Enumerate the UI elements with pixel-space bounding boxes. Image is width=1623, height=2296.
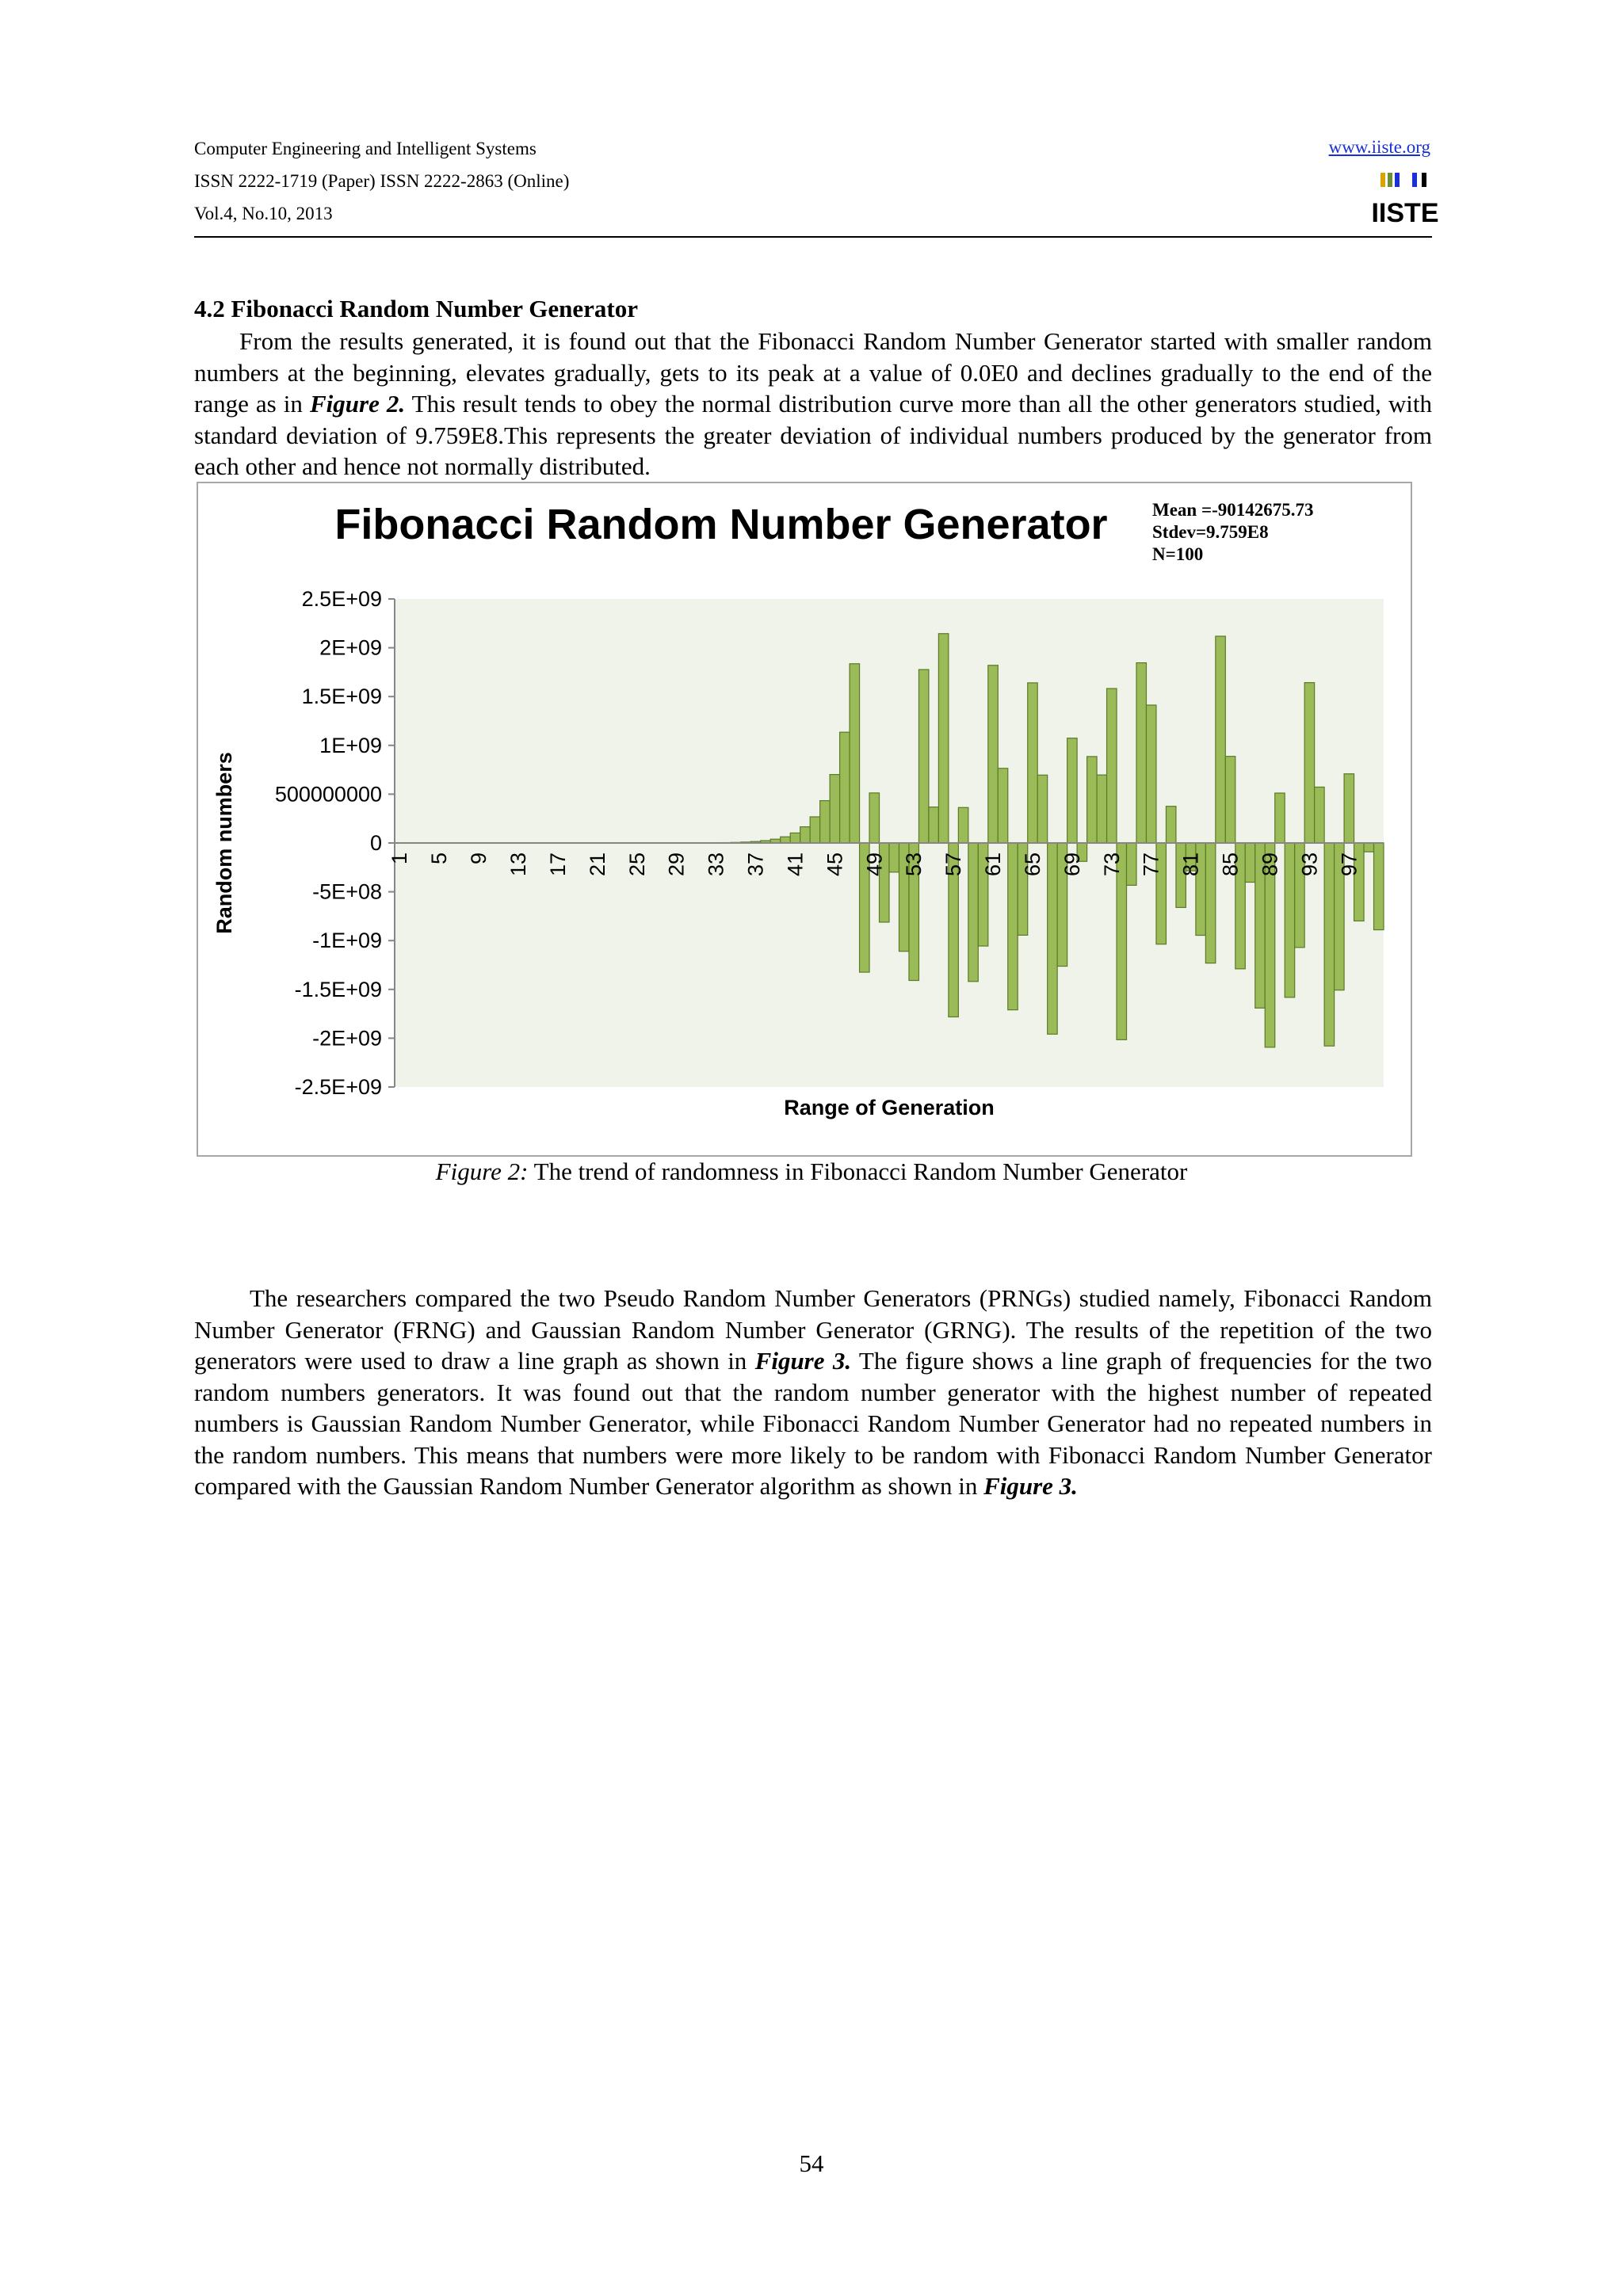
journal-website-link[interactable]: www.iiste.org — [1328, 137, 1430, 157]
bar — [1028, 683, 1037, 843]
paragraph-text-cont: This result tends to obey the normal distribution curve more than all the other generators studied, with standard deviation of 9.759E8.This represents the greater deviation of individual numbers produced by the generator from each other and hence not normally distributed. — [194, 390, 1433, 480]
x-tick-label: 97 — [1337, 852, 1361, 877]
x-tick-label: 73 — [1099, 852, 1124, 877]
bar — [1107, 688, 1117, 843]
x-tick-label: 9 — [467, 852, 491, 865]
bar — [820, 801, 830, 843]
x-tick-label: 37 — [743, 852, 768, 877]
bar — [1037, 775, 1047, 843]
chart-stat-n: N=100 — [1152, 544, 1204, 564]
bar — [1097, 775, 1106, 843]
bar — [1245, 843, 1254, 883]
bar — [889, 843, 899, 872]
bar — [1008, 843, 1018, 1010]
iiste-logo — [1371, 170, 1439, 228]
x-tick-label: 81 — [1178, 852, 1203, 877]
paragraph-text: From the results generated, it is found out that the Fibonacci Random Number Generator started with smaller random numbers at the beginning, elevates gradually, gets to its peak at a value of 0.0E0 and declines gradually to the end of the range as in — [194, 327, 1432, 418]
x-tick-label: 1 — [388, 852, 412, 865]
bar — [968, 843, 978, 982]
x-tick-label: 5 — [427, 852, 452, 865]
y-tick-label: -2E+09 — [312, 1026, 382, 1051]
x-tick-label: 65 — [1021, 852, 1044, 877]
x-tick-label: 57 — [941, 852, 966, 877]
caption-text: The trend of randomness in Fibonacci Random Number Generator — [528, 1158, 1188, 1185]
x-tick-label: 77 — [1139, 852, 1163, 877]
x-tick-label: 89 — [1258, 852, 1282, 877]
bar — [929, 807, 938, 843]
bar — [1324, 843, 1334, 1046]
bar — [781, 837, 790, 843]
y-tick-label: 0 — [369, 831, 382, 855]
chart-title: Fibonacci Random Number Generator — [334, 501, 1108, 548]
page-number: 54 — [799, 2149, 824, 2177]
bar — [1285, 843, 1294, 997]
y-tick-label: 2.5E+09 — [301, 587, 382, 611]
section-title: 4.2 Fibonacci Random Number Generator — [194, 295, 638, 322]
paragraph-text-cont: The figure shows a line graph of frequencies for the two random numbers generators. It was found out that the random number generator with the highest number of repeated numbers is Gaussian Random Number Generator, while Fibonacci Random Number Generator had no repeated numbers in the random numbers. This means that numbers were more likely to be random with Fibonacci Random Number Generator compared with the Gaussian Random Number Generator algorithm as shown in — [194, 1347, 1433, 1500]
bar — [800, 827, 810, 843]
fibonacci-bar-chart — [198, 483, 1411, 1155]
y-axis-label: Random numbers — [212, 752, 236, 934]
chart-stat-stdev: Stdev=9.759E8 — [1152, 522, 1269, 542]
bar — [1146, 705, 1155, 843]
x-tick-label: 25 — [624, 852, 649, 877]
x-tick-label: 69 — [1060, 852, 1084, 877]
x-tick-label: 41 — [783, 852, 808, 877]
bar — [1127, 843, 1136, 885]
bar — [830, 775, 839, 843]
y-tick-label: 500000000 — [274, 782, 382, 807]
figure-3-reference: Figure 3. — [754, 1347, 852, 1375]
bar — [1205, 843, 1215, 963]
journal-volume: Vol.4, No.10, 2013 — [194, 204, 333, 223]
bar — [1136, 663, 1146, 843]
header-divider — [194, 236, 1432, 238]
bar — [850, 664, 859, 843]
bar — [1374, 843, 1384, 930]
bar — [918, 669, 928, 843]
journal-name: Computer Engineering and Intelligent Systems — [194, 139, 537, 158]
caption-label: Figure 2: — [435, 1158, 529, 1185]
x-tick-label: 13 — [506, 852, 530, 877]
x-tick-label: 17 — [545, 852, 570, 877]
x-tick-label: 93 — [1297, 852, 1322, 877]
chart-stat-mean: Mean =-90142675.73 — [1152, 500, 1314, 520]
bar — [1364, 843, 1373, 852]
bar — [790, 833, 800, 843]
comparison-paragraph — [194, 1283, 1432, 1502]
x-tick-label: 85 — [1218, 852, 1243, 877]
y-tick-label: 2E+09 — [319, 635, 382, 660]
journal-issn: ISSN 2222-1719 (Paper) ISSN 2222-2863 (Online) — [194, 171, 570, 191]
y-tick-label: -1E+09 — [312, 929, 382, 953]
bar — [1275, 793, 1285, 843]
x-tick-label: 33 — [704, 852, 728, 877]
logo-text: IISTE — [1371, 198, 1439, 228]
bar — [938, 634, 948, 843]
bar — [1225, 757, 1235, 843]
bar — [1166, 807, 1175, 843]
bar — [1304, 683, 1314, 843]
paragraph-text: The researchers compared the two Pseudo Random Number Generators (PRNGs) studied namely, Fibonacci Random Number Generator (FRNG) and Gaussian Random Number Generator (GRNG). The results of the repetition of the two generators were used to draw a line graph as shown in — [194, 1284, 1432, 1375]
bar — [958, 807, 968, 843]
figure-3-reference-end: Figure 3. — [983, 1472, 1078, 1500]
x-tick-label: 29 — [664, 852, 689, 877]
figure-2-reference: Figure 2. — [309, 390, 406, 418]
x-axis-label: Range of Generation — [784, 1096, 995, 1119]
figure-2-frame — [197, 482, 1412, 1157]
x-tick-label: 45 — [823, 852, 847, 877]
bar — [998, 769, 1007, 843]
bar — [988, 666, 998, 843]
bar — [869, 793, 879, 843]
bar — [1048, 843, 1057, 1034]
figure-2-caption — [0, 1158, 1623, 1186]
y-tick-label: -5E+08 — [312, 879, 382, 904]
y-tick-label: -2.5E+09 — [294, 1075, 382, 1099]
bar — [810, 817, 819, 843]
y-tick-label: -1.5E+09 — [294, 977, 382, 1001]
bar — [1315, 787, 1324, 843]
x-tick-label: 49 — [862, 852, 887, 877]
x-tick-label: 21 — [585, 852, 609, 877]
bar — [1067, 738, 1077, 843]
y-tick-label: 1E+09 — [319, 733, 382, 757]
bar — [840, 732, 850, 843]
bar — [1344, 774, 1354, 843]
x-tick-label: 61 — [981, 852, 1005, 877]
bar — [1087, 757, 1097, 843]
y-tick-label: 1.5E+09 — [301, 685, 382, 709]
x-tick-label: 53 — [902, 852, 926, 877]
section-paragraph — [194, 326, 1432, 482]
bar — [1216, 636, 1225, 843]
